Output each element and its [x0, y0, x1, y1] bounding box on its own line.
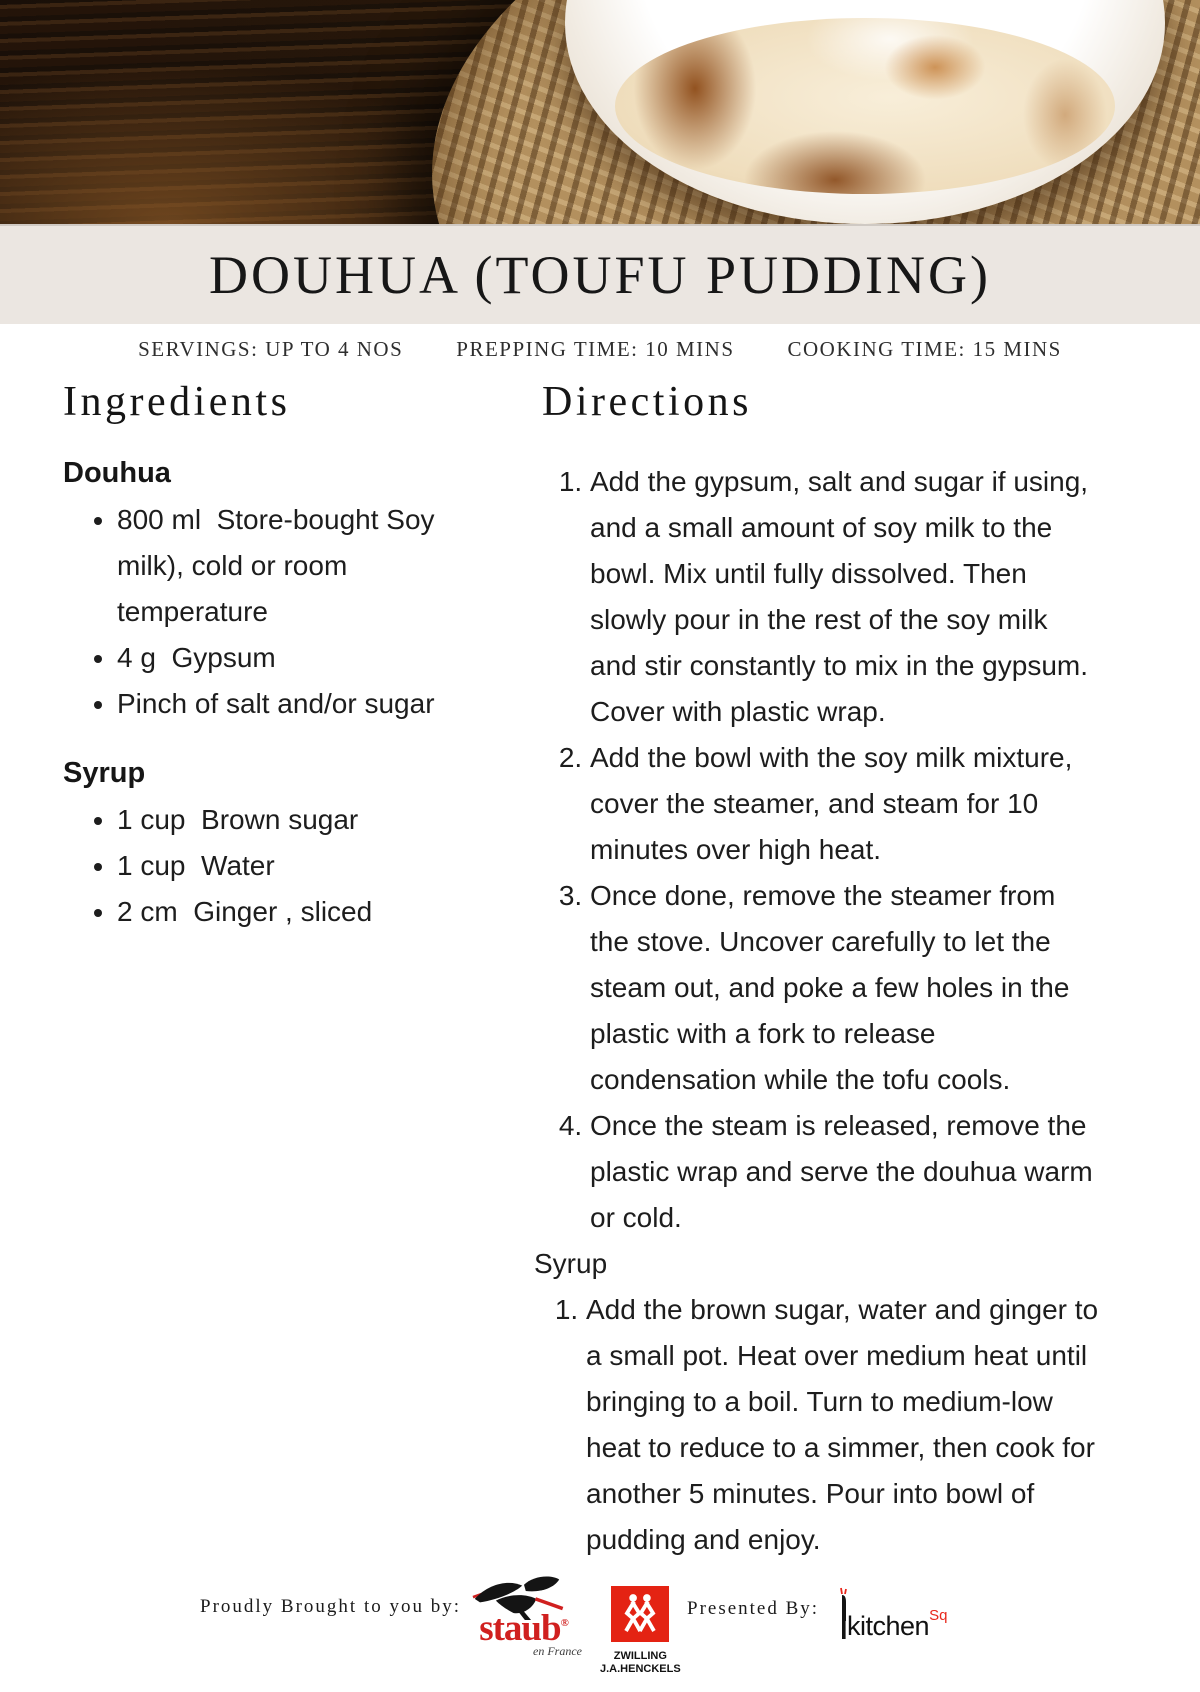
hero-photo	[0, 0, 1200, 226]
zwilling-line2: J.A.HENCKELS	[600, 1663, 681, 1675]
directions-main-list	[534, 459, 1099, 1241]
ingredient-group-douhua: Douhua	[63, 457, 171, 489]
staub-tagline: en France	[533, 1644, 582, 1658]
kitchensq-logo	[836, 1586, 947, 1640]
ingredients-heading: Ingredients	[63, 379, 291, 425]
tofu-pudding	[615, 18, 1115, 194]
direction-step: 3. Once done, remove the steamer from the stove. Uncover carefully to let the steam out, and poke a few holes in the plastic with a fork to release condensation while the tofu cools.	[590, 873, 1099, 1103]
direction-step: 1. Add the brown sugar, water and ginger to a small pot. Heat over medium heat until bringing to a boil. Turn to medium-low heat to reduce to a simmer, then cook for another 5 minutes. Pour into bowl of pudding and enjoy.	[586, 1287, 1099, 1563]
ingredient-group-syrup: Syrup	[63, 757, 146, 789]
directions-syrup-subheading: Syrup	[534, 1248, 608, 1279]
syrup-ingredient-list	[63, 797, 468, 935]
ingredient-item: • 800 ml Store-bought Soy milk), cold or room temperature	[117, 497, 468, 635]
direction-step: 1. Add the gypsum, salt and sugar if using, and a small amount of soy milk to the bowl. Mix until fully dissolved. Then slowly pour in the rest of the soy milk and stir constantly to mix in the gypsum. Cover with plastic wrap.	[590, 459, 1099, 735]
douhua-ingredient-list	[63, 497, 468, 727]
brought-by-label: Proudly Brought to you by:	[200, 1596, 462, 1617]
registered-mark: ®	[560, 1617, 569, 1629]
ingredient-item: • 1 cup Water	[117, 843, 468, 889]
directions-heading: Directions	[542, 379, 752, 425]
ingredient-item: • Pinch of salt and/or sugar	[117, 681, 468, 727]
zwilling-logo	[600, 1586, 681, 1676]
recipe-body	[0, 377, 1200, 1563]
title-band	[0, 226, 1200, 324]
directions-syrup-list	[534, 1287, 1106, 1563]
zwilling-line1: ZWILLING	[613, 1650, 667, 1662]
page-title: DOUHUA (TOUFU PUDDING)	[208, 245, 991, 305]
ingredients-section	[63, 377, 468, 1563]
cook-time-label: COOKING TIME: 15 MINS	[787, 337, 1062, 361]
ingredient-item: • 1 cup Brown sugar	[117, 797, 468, 843]
direction-step: 4. Once the steam is released, remove the plastic wrap and serve the douhua warm or cold.	[590, 1103, 1099, 1241]
prep-time-label: PREPPING TIME: 10 MINS	[456, 337, 735, 361]
servings-label: SERVINGS: UP TO 4 NOS	[138, 337, 404, 361]
ingredient-item: • 2 cm Ginger , sliced	[117, 889, 468, 935]
zwilling-twins-icon	[611, 1586, 669, 1642]
staub-wordmark: staub®	[479, 1608, 569, 1649]
kitchensq-sup: Sq	[929, 1607, 948, 1624]
recipe-meta	[0, 337, 1200, 362]
kitchensq-wordmark: kitchen	[847, 1611, 930, 1641]
staub-logo	[462, 1576, 586, 1658]
zwilling-caption	[600, 1650, 681, 1676]
directions-section	[534, 377, 1106, 1563]
direction-step: 2. Add the bowl with the soy milk mixture, cover the steamer, and steam for 10 minutes over high heat.	[590, 735, 1099, 873]
presented-by-label: Presented By:	[687, 1598, 820, 1619]
ingredient-item: • 4 g Gypsum	[117, 635, 468, 681]
